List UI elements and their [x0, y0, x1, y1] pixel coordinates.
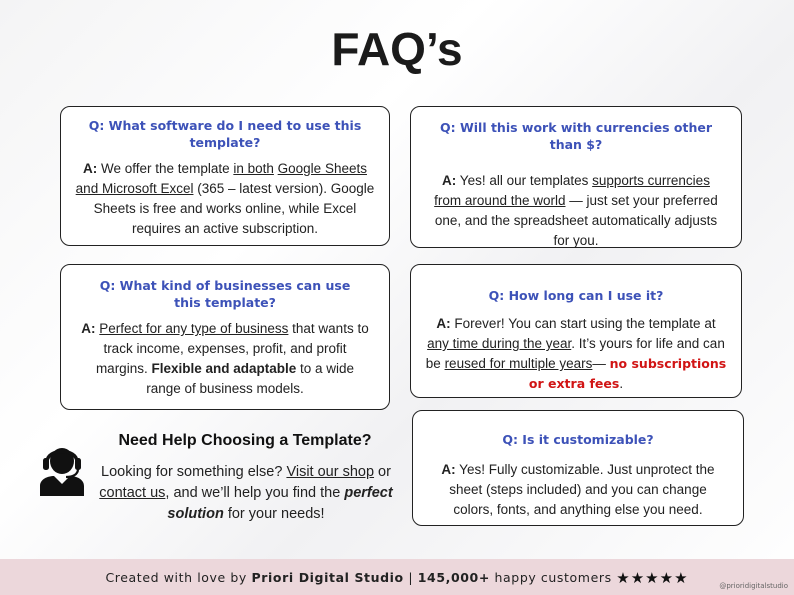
- text-segment: — just set your preferred one, and the spreadsheet automatically adjusts for you.: [434, 193, 718, 248]
- text-segment: that wants to track income, expenses, profit, and profit margins.: [95, 321, 369, 376]
- text-segment: Looking for something else?: [101, 464, 287, 480]
- underlined-text: Google Sheets and Microsoft Excel: [75, 161, 367, 196]
- social-handle: @prioridigitalstudio: [719, 582, 788, 590]
- underlined-text: Visit our shop: [286, 464, 375, 480]
- star-rating-icon: ★★★★★: [616, 569, 689, 587]
- faq-question: Q: How long can I use it?: [488, 288, 664, 303]
- headset-user-icon: [38, 442, 86, 496]
- faq-question: Q: What kind of businesses can use this template?: [99, 278, 351, 310]
- footer-prefix: Created with love by: [105, 570, 252, 585]
- text-segment: .: [619, 376, 624, 391]
- text-segment: A:: [441, 462, 456, 477]
- faq-question: Q: Is it customizable?: [502, 432, 654, 447]
- underlined-text: reused for multiple years: [444, 356, 593, 371]
- faq-answer: [425, 171, 727, 251]
- faq-answer: [425, 314, 727, 394]
- underlined-text: any time during the year: [427, 336, 572, 351]
- text-segment: A:: [436, 316, 451, 331]
- footer-suffix: happy customers: [489, 570, 617, 585]
- faq-card-businesses: [60, 264, 390, 410]
- page-title: FAQ’s: [331, 23, 463, 75]
- text-segment: Forever! You can start using the template at: [450, 316, 716, 331]
- faq-answer: [427, 460, 729, 520]
- text-segment: Flexible and adaptable: [151, 361, 297, 376]
- faq-card-duration: [410, 264, 742, 398]
- underlined-text: contact us: [99, 485, 166, 501]
- faq-answer: [75, 159, 375, 239]
- brand-name: Priori Digital Studio: [251, 570, 404, 585]
- help-text: [96, 462, 396, 525]
- faq-question: Q: What software do I need to use this template?: [88, 118, 362, 150]
- text-segment: Yes! Fully customizable. Just unprotect the sheet (steps included) and you can change colors, fonts, and anything else you need.: [449, 462, 715, 517]
- text-segment: —: [592, 356, 610, 371]
- faq-card-customizable: [412, 410, 744, 526]
- text-segment: We offer the template: [97, 161, 234, 176]
- faq-question: Q: Will this work with currencies other than $?: [439, 120, 713, 152]
- text-segment: A:: [442, 173, 457, 188]
- text-segment: A:: [81, 321, 96, 336]
- text-segment: (365 – latest version). Google Sheets is free and works online, while Excel requires an active subscription.: [93, 181, 375, 236]
- text-segment: Yes! all our templates: [456, 173, 593, 188]
- text-segment: perfect solution: [167, 485, 393, 522]
- text-segment: or: [374, 464, 391, 480]
- text-segment: to a wide range of business models.: [146, 361, 355, 396]
- footer-credit: [0, 569, 794, 587]
- text-segment: . It’s yours for life and can be: [425, 336, 725, 371]
- underlined-text: in both: [233, 161, 274, 176]
- text-segment: , and we’ll help you find the: [165, 485, 345, 501]
- text-segment: for your needs!: [223, 506, 325, 522]
- faq-card-software: [60, 106, 390, 246]
- underlined-text: supports currencies from around the world: [434, 173, 710, 208]
- customer-count: 145,000+: [417, 570, 490, 585]
- faq-answer: [75, 319, 375, 399]
- faq-card-currencies: [410, 106, 742, 248]
- footer-separator: |: [403, 570, 418, 585]
- footer-bar: [0, 559, 794, 595]
- highlight-text: no subscriptions or extra fees: [528, 356, 727, 391]
- text-segment: A:: [83, 161, 98, 176]
- underlined-text: Perfect for any type of business: [99, 321, 289, 336]
- help-title: Need Help Choosing a Template?: [118, 432, 372, 449]
